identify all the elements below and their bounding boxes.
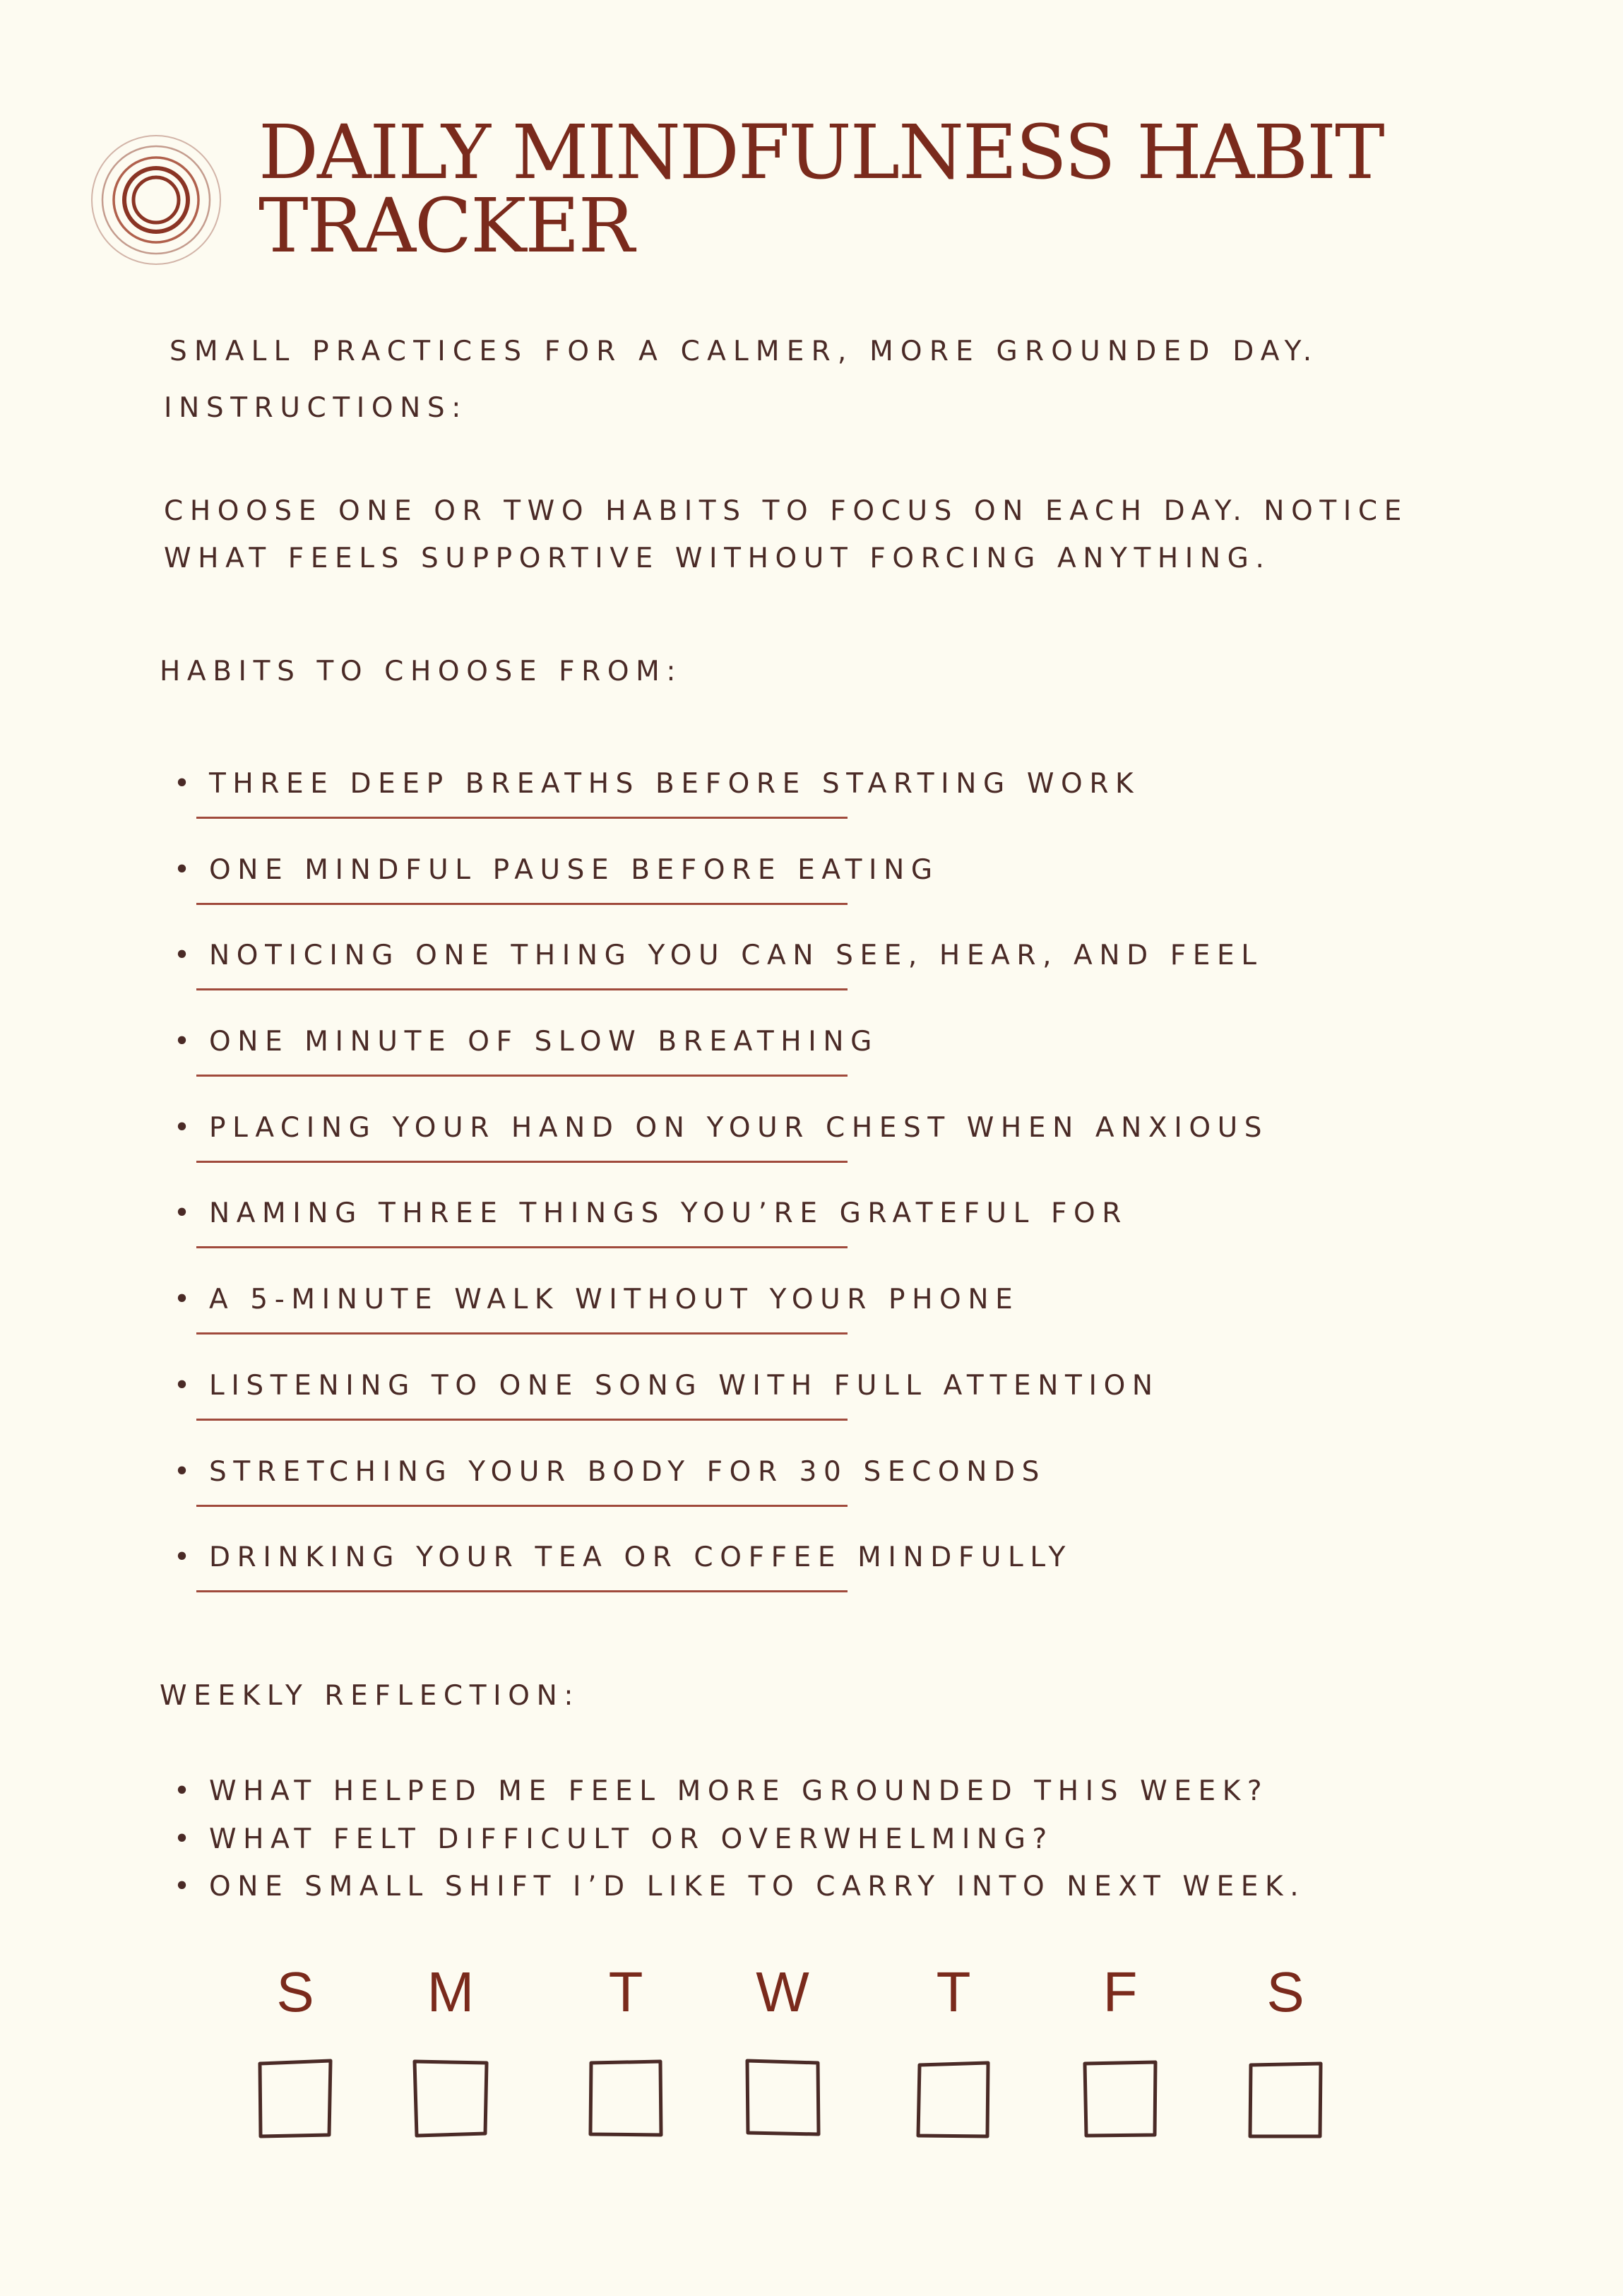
- habit-underline: [196, 1419, 848, 1421]
- day-sunday: [239, 1957, 352, 2139]
- habit-underline: [196, 1161, 848, 1163]
- day-checkbox[interactable]: [1246, 2057, 1325, 2139]
- day-checkbox[interactable]: [914, 2057, 993, 2139]
- instructions-line-1: CHOOSE ONE OR TWO HABITS TO FOCUS ON EACH DAY. NOTICE: [164, 495, 1408, 527]
- instructions-line-2: WHAT FEELS SUPPORTIVE WITHOUT FORCING ANYTHING.: [164, 543, 1271, 574]
- day-checkbox[interactable]: [586, 2057, 665, 2139]
- day-label: S: [1266, 1960, 1304, 2023]
- bullet-icon: •: [174, 940, 191, 972]
- instructions-heading: INSTRUCTIONS:: [164, 392, 468, 424]
- habit-label: ONE MINDFUL PAUSE BEFORE EATING: [209, 853, 939, 886]
- instructions-body: [164, 487, 1408, 582]
- weekday-tracker: [0, 1957, 1623, 2141]
- habit-label: LISTENING TO ONE SONG WITH FULL ATTENTION: [209, 1369, 1160, 1402]
- habit-underline: [196, 1332, 848, 1335]
- day-checkbox[interactable]: [256, 2057, 335, 2139]
- day-friday: [1064, 1957, 1177, 2139]
- bullet-icon: •: [174, 853, 191, 886]
- day-label: T: [936, 1960, 971, 2023]
- day-wednesday: [726, 1957, 839, 2139]
- habit-underline: [196, 988, 848, 990]
- reflection-question: WHAT FELT DIFFICULT OR OVERWHELMING?: [209, 1823, 1054, 1855]
- habit-underline: [196, 817, 848, 819]
- habit-label: PLACING YOUR HAND ON YOUR CHEST WHEN ANXIOUS: [209, 1111, 1269, 1144]
- concentric-circles-icon: [89, 133, 223, 267]
- habit-label: A 5-MINUTE WALK WITHOUT YOUR PHONE: [209, 1284, 1020, 1316]
- day-thursday: [897, 1957, 1010, 2139]
- day-checkbox[interactable]: [743, 2057, 822, 2139]
- bullet-icon: •: [174, 1455, 191, 1488]
- bullet-icon: •: [174, 1541, 191, 1574]
- page-title: [258, 109, 1384, 269]
- title-line-2: TRACKER: [258, 182, 634, 269]
- habit-label: ONE MINUTE OF SLOW BREATHING: [209, 1026, 879, 1058]
- habit-underline: [196, 903, 848, 905]
- bullet-icon: •: [174, 1871, 191, 1903]
- day-saturday: [1229, 1957, 1342, 2139]
- bullet-icon: •: [174, 1369, 191, 1402]
- habit-label: THREE DEEP BREATHS BEFORE STARTING WORK: [209, 768, 1141, 800]
- bullet-icon: •: [174, 1284, 191, 1316]
- habit-underline: [196, 1075, 848, 1077]
- reflection-heading: WEEKLY REFLECTION:: [160, 1680, 581, 1712]
- bullet-icon: •: [174, 1197, 191, 1230]
- bullet-icon: •: [174, 1823, 191, 1855]
- bullet-icon: •: [174, 1775, 191, 1807]
- day-tuesday: [569, 1957, 682, 2139]
- day-checkbox[interactable]: [1081, 2057, 1160, 2139]
- reflection-question: ONE SMALL SHIFT I’D LIKE TO CARRY INTO NEXT WEEK.: [209, 1871, 1306, 1903]
- habit-label: NOTICING ONE THING YOU CAN SEE, HEAR, AND FEEL: [209, 940, 1264, 972]
- day-label: W: [756, 1960, 809, 2023]
- habit-underline: [196, 1505, 848, 1507]
- habit-underline: [196, 1246, 848, 1248]
- subtitle: SMALL PRACTICES FOR A CALMER, MORE GROUNDED DAY.: [170, 336, 1319, 367]
- day-checkbox[interactable]: [411, 2057, 490, 2139]
- day-label: S: [276, 1960, 314, 2023]
- reflection-question: WHAT HELPED ME FEEL MORE GROUNDED THIS WEEK?: [209, 1775, 1269, 1807]
- habit-label: DRINKING YOUR TEA OR COFFEE MINDFULLY: [209, 1541, 1072, 1574]
- bullet-icon: •: [174, 768, 191, 800]
- day-label: F: [1102, 1960, 1138, 2023]
- bullet-icon: •: [174, 1111, 191, 1144]
- title-line-1: DAILY MINDFULNESS HABIT: [258, 109, 1384, 196]
- day-label: M: [427, 1960, 475, 2023]
- habit-underline: [196, 1590, 848, 1592]
- habit-label: STRETCHING YOUR BODY FOR 30 SECONDS: [209, 1455, 1046, 1488]
- habits-heading: HABITS TO CHOOSE FROM:: [160, 656, 683, 687]
- day-label: T: [608, 1960, 643, 2023]
- habit-label: NAMING THREE THINGS YOU’RE GRATEFUL FOR: [209, 1197, 1128, 1230]
- bullet-icon: •: [174, 1026, 191, 1058]
- day-monday: [394, 1957, 507, 2139]
